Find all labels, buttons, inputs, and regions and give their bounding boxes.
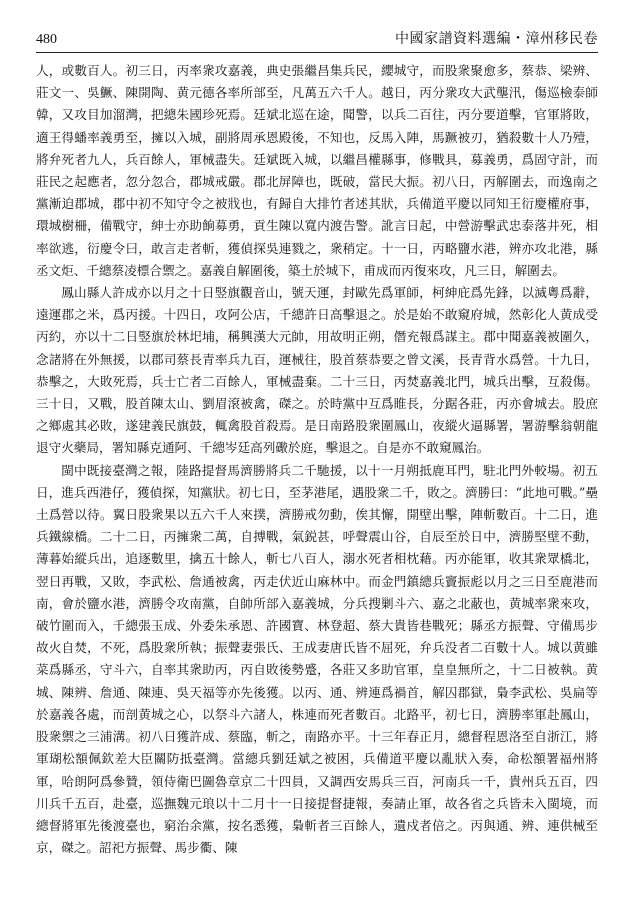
page-number: 480 — [36, 32, 57, 47]
page-header — [36, 26, 598, 48]
paragraph: 閩中既接臺灣之報，陸路提督馬濟勝將兵二千馳援，以十一月朔抵鹿耳門，駐北門外較場。初五日，進兵西港仔，獲偵探，知黨狀。初七日，至茅港尾，遇股衆二千，敗之。濟勝曰：“此地可戰。”壘土爲營以待。翼日股衆果以五六千人來撲，濟勝戒勿動，俟其懈，開壁出擊，陣斬數百。十二日，進兵鐵線橋。二十二日，丙擁衆二萬，自搏戰，氣鋭甚，呼聲震山谷，自辰至於日中，濟勝堅壁不動，薄暮始縱兵出，追逐數里，擒五十餘人，斬七八百人，溺水死者相枕藉。丙亦能軍，收其衆眾橋北，翌日再戰，又敗，李武松、詹通被禽，丙走伏近山麻林中。而金門鎮總兵竇振彪以月之三日至鹿港而南，會於鹽水港，濟勝令攻南黨，自帥所部入嘉義城，分兵搜剿斗六、嘉之北蔽也，黄城率衆來攻，破竹圍而入，千總張玉成、外委朱承恩、許國寶、林登超、蔡大貴皆巷戰死；縣丞方振聲、守備馬步故火自焚，不死，爲股衆所執；振聲妻張氏、王成妻唐氏皆不屈死，弁兵没者二百數十人。城以黄雖菜爲縣丞，守斗六，自率其衆助丙，丙自敗後勢蹙，各莊又多助官軍，皇皇無所之，十二日被執。黄城、陳辨、詹通、陳連、吳天福等亦先後獲。以丙、通、辨連爲禍首，解囚郡獄，梟李武松、吳扁等於嘉義各處，而剖黄城之心，以祭斗六諸人，株連而死者數百。北路平，初七日，濟勝率軍赴鳳山，股衆禦之三浦溝。初八日獲許成、蔡臨，斬之，南路亦平。十三年春正月，總督程恩洛至自浙江，將軍瑚松額佩欽差大臣關防抵臺灣。當總兵劉廷斌之被困，兵備道平慶以亂狀入奏，命松額署福州將軍，哈朗阿爲參贊，領侍衛巴圖魯章京二十四員，又調西安馬兵三百，河南兵一千，貴州兵五百，四川兵千五百，赴臺，巡撫魏元琅以十二月十一日接提督捷報，奏請止軍，故各省之兵皆未入閩境，而總督將軍先後渡臺也，窮治余黨，按名悉獲，梟斬者三百餘人，遺戍者倍之。丙與通、辨、連供械至京，磔之。詔祀方振聲、馬步衢、陳 — [36, 462, 598, 856]
running-title: 中國家譜資料選編・漳州移民卷 — [395, 31, 598, 47]
document-body — [36, 60, 598, 859]
header-rule — [36, 52, 598, 53]
paragraph: 人，或數百人。初三日，丙率衆攻嘉義，典史張繼昌集兵民，纓城守，而股衆聚愈多，蔡恭、梁辨、莊文一、吳鱖、陳開陶、黄元德各率所部至，凡萬五六千人。越日，丙分衆攻大武壟汛，傷巡檢泰師韓，又攻目加溜灣，把總朱國珍死焉。廷斌北巡在途，聞警，以兵二百往，丙分要道擊，官軍將敗，適王得蟠率義勇至，擁以入城，副將周承恩殿後，不知也，反馬入陣，馬蹶被刃，猶殺數十人乃殪，將弁死者九人，兵百餘人，軍械盡失。廷斌既入城，以繼昌權縣事，修戰具，募義勇，爲固守計，而莊民之起應者，忽分忽合，郡城戒嚴。郡北屏障也，既破，當民大振。初八日，丙解圍去，而逸南之黨漸迫郡城，郡中初不知守令之被戕也，有歸自大排竹者述其狀，兵備道平慶以同知王衍慶權府事，環城樹柵，備戰守，紳士亦助餉募勇，貢生陳以寬内渡告警。訛言日起，中營游擊武忠泰落井死，相率欲逃，衍慶令曰，敢言走者斬，獲偵探吳連戮之，衆稍定。十一日，丙略鹽水港，辨亦攻北港，縣丞文炬、千總蔡凌標合禦之。嘉義自解圍後，築土於城下，甫成而丙復來攻，凡三日，解圍去。 — [36, 63, 598, 278]
paragraph: 鳳山縣人許成亦以月之十日竪旗觀音山，號天運，封歐先爲軍師，柯紳庇爲先鋒，以滅粵爲辭，遠運郡之米，爲丙援。十四日，攻阿公店，千總許日高擊退之。於是始不敢窺府城，然彰化人黄成受丙約，亦以十二日竪旗於林圯埔，稱興漢大元帥，用故明正朔，僭充報爲謀主。郡中聞嘉義被圍久，念諸將在外無援，以郡司蔡長青率兵九百，運械往，股首蔡恭要之曾文溪，長青背水爲營。十九日，恭擊之，大敗死焉，兵士亡者二百餘人，軍械盡棄。二十三日，丙焚嘉義北門，城兵出擊，互殺傷。三十日，又戰，股首陳太山、劉眉滾被禽，磔之。於時黨中互爲睢長，分踞各莊，丙亦會城去。股庶之鄉處其必敗，遂建義民旗鼓，輒禽股首殺焉。是日南路股衆圍鳳山，夜縱火逼縣署，署游擊翁朝龍退守火藥局，署知縣克通阿、千總岑廷高列礮於庭，擊退之。自是亦不敢窺鳳治。 — [36, 285, 598, 456]
